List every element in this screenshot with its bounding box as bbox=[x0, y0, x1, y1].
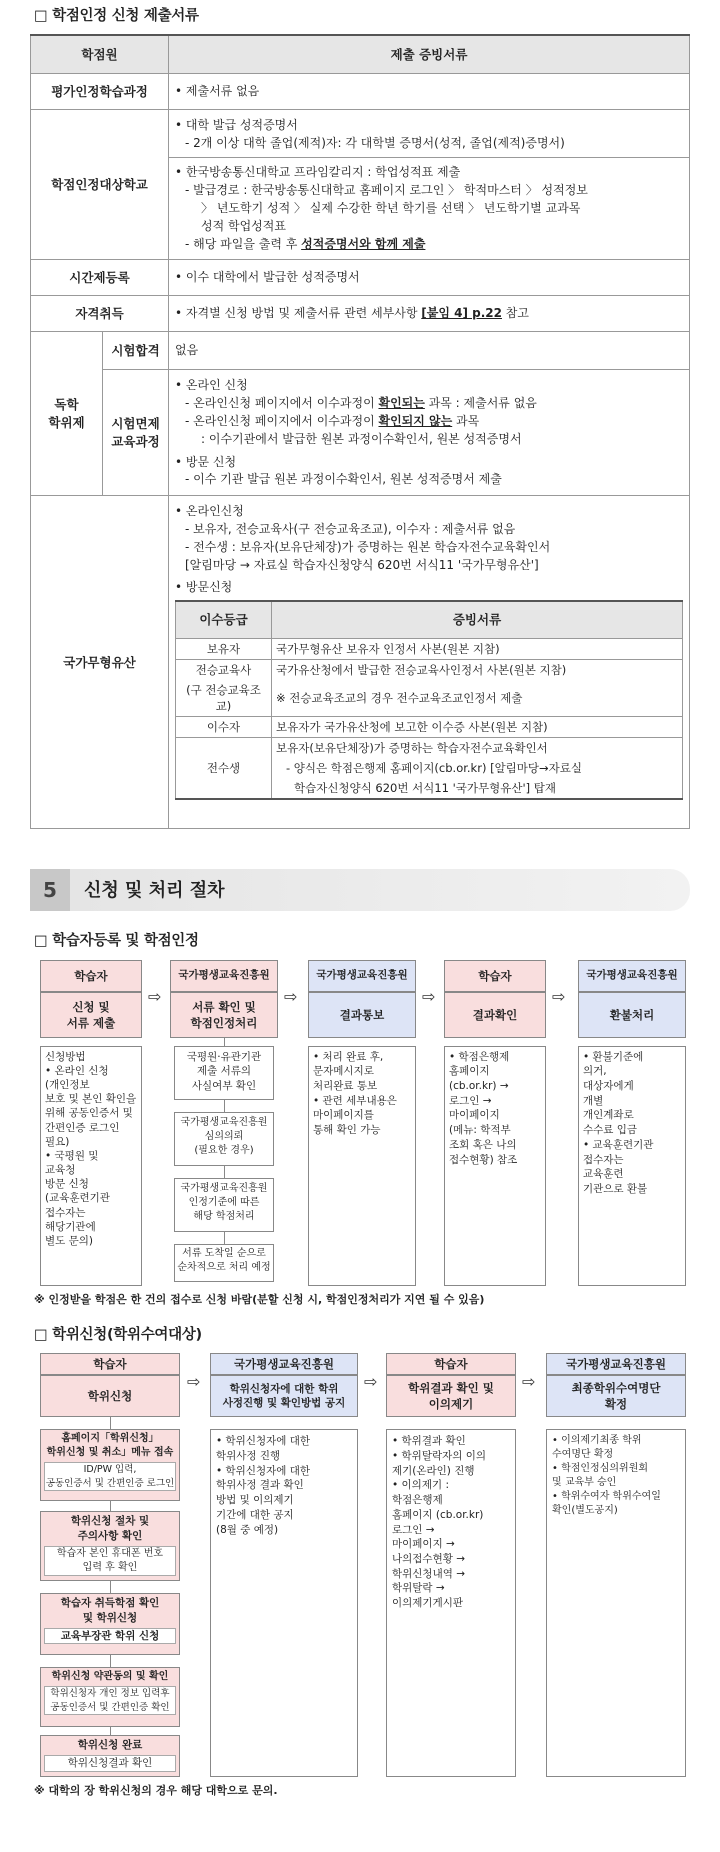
flow-content: • 처리 완료 후, 문자메시지로 처리완료 통보 • 관련 세부내용은 마이페이지를 통해 확인 가능 bbox=[308, 1046, 416, 1286]
arrow-right-icon: ⇨ bbox=[148, 986, 162, 1006]
heritage-table bbox=[175, 600, 683, 800]
row-content: 없음 bbox=[169, 332, 690, 370]
flow-degree bbox=[30, 1353, 690, 1783]
flow-step: 국평원·유관기관 제출 서류의 사실여부 확인 bbox=[174, 1046, 274, 1100]
flow-head: 국가평생교육진흥원 bbox=[308, 960, 416, 992]
text-line: - 이수 기관 발급 원본 과정이수확인서, 원본 성적증명서 제출 bbox=[185, 472, 502, 487]
inner-header: 이수등급 bbox=[176, 601, 272, 638]
text-line: • 대학 발급 성적증명서 bbox=[175, 117, 298, 132]
doc-cell: 국가유산청에서 발급한 전승교육사인정서 사본(원본 지참) bbox=[272, 659, 683, 680]
row-content: • 제출서류 없음 bbox=[169, 73, 690, 109]
flow-head-sub: 학위결과 확인 및 이의제기 bbox=[386, 1375, 516, 1417]
row-label: 국가무형유산 bbox=[31, 496, 169, 829]
text-line: - 발급경로 : 한국방송통신대학교 홈페이지 로그인 〉 학적마스터 〉 성적정보 bbox=[185, 183, 588, 198]
doc-cell: - 양식은 학점은행제 홈페이지(cb.or.kr) [알림마당→자료실 bbox=[272, 758, 683, 778]
degree-step-2: 학위신청 절차 및 주의사항 확인 학습자 본인 휴대폰 번호 입력 후 확인 bbox=[40, 1511, 180, 1581]
flow-registration bbox=[30, 960, 690, 1290]
text-line: - 해당 파일을 출력 후 bbox=[185, 236, 302, 251]
grade-cell: (구 전승교육조교) bbox=[176, 680, 272, 717]
arrow-right-icon: ⇨ bbox=[364, 1372, 378, 1392]
degree-step-4: 학위신청 약관동의 및 확인 학위신청자 개인 정보 입력후 공동인증서 및 간편인증 확인 bbox=[40, 1667, 180, 1727]
doc-cell: ※ 전승교육조교의 경우 전수교육조교인정서 제출 bbox=[272, 680, 683, 717]
doc-cell: 보유자가 국가유산청에 보고한 이수증 사본(원본 지참) bbox=[272, 717, 683, 738]
row-label: 시간제등록 bbox=[31, 260, 169, 296]
grade-cell: 전승교육사 bbox=[176, 659, 272, 680]
step-title: 신청 및 처리 절차 bbox=[84, 879, 225, 901]
flow-head: 국가평생교육진흥원 bbox=[170, 960, 278, 992]
row-content: • 이수 대학에서 발급한 성적증명서 bbox=[169, 260, 690, 296]
flow-step: 국가평생교육진흥원 심의의뢰 (필요한 경우) bbox=[174, 1112, 274, 1166]
text-line: • 방문 신청 bbox=[175, 454, 237, 469]
section-title-documents: □ 학점인정 신청 제출서류 bbox=[34, 8, 199, 24]
sub-label: 시험합격 bbox=[103, 332, 169, 370]
degree-step-5: 학위신청 완료 학위신청결과 확인 bbox=[40, 1735, 180, 1777]
emphasis-text: 확인되지 않는 bbox=[378, 413, 453, 428]
flow-head-sub: 환불처리 bbox=[578, 992, 686, 1038]
text-line: [알림마당 → 자료실 학습자신청양식 620번 서식11 '국가무형유산'] bbox=[185, 557, 539, 572]
flow-head-sub: 최종학위수여명단 확정 bbox=[546, 1375, 686, 1417]
flow2-note: ※ 대학의 장 학위신청의 경우 해당 대학으로 문의. bbox=[34, 1784, 278, 1798]
arrow-right-icon: ⇨ bbox=[187, 1372, 201, 1392]
flow-head: 학습자 bbox=[40, 960, 142, 992]
grade-cell: 보유자 bbox=[176, 638, 272, 659]
flow-step: 서류 도착일 순으로 순차적으로 처리 예정 bbox=[174, 1244, 274, 1282]
arrow-right-icon: ⇨ bbox=[422, 986, 436, 1006]
grade-cell: 전수생 bbox=[176, 738, 272, 800]
arrow-right-icon: ⇨ bbox=[284, 986, 298, 1006]
doc-cell: 국가무형유산 보유자 인정서 사본(원본 지참) bbox=[272, 638, 683, 659]
flow-content: • 환불기준에 의거, 대상자에게 개별 개인계좌로 수수료 입금 • 교육훈련기관 접수자는 교육훈련 기관으로 환불 bbox=[578, 1046, 686, 1286]
grade-cell: 이수자 bbox=[176, 717, 272, 738]
flow-head-sub: 결과통보 bbox=[308, 992, 416, 1038]
doc-cell: 보유자(보유단체장)가 증명하는 학습자전수교육확인서 bbox=[272, 738, 683, 759]
col-header-docs: 제출 증빙서류 bbox=[169, 35, 690, 73]
doc-cell: 학습자신청양식 620번 서식11 '국가무형유산'] 탑재 bbox=[272, 778, 683, 799]
emphasis-text: 확인되는 bbox=[378, 396, 425, 411]
flow-head: 학습자 bbox=[444, 960, 546, 992]
section-title-flow1: □ 학습자등록 및 학점인정 bbox=[34, 933, 199, 950]
row-label-dokhak: 독학 학위제 bbox=[31, 332, 103, 496]
flow1-note: ※ 인정받을 학점은 한 건의 접수로 신청 바람(분할 신청 시, 학점인정처리가 지연 될 수 있음) bbox=[34, 1292, 485, 1306]
row-label: 학점인정대상학교 bbox=[31, 109, 169, 260]
flow-head-sub: 서류 확인 및 학점인정처리 bbox=[170, 992, 278, 1038]
text-line: 참고 bbox=[501, 306, 529, 321]
flow-head-sub: 학위신청자에 대한 학위 사정진행 및 확인방법 공지 bbox=[210, 1375, 358, 1417]
text-line: - 보유자, 전승교육사(구 전승교육조교), 이수자 : 제출서류 없음 bbox=[185, 521, 516, 536]
sub-label-exempt: 시험면제 교육과정 bbox=[103, 370, 169, 496]
row-label: 평가인정학습과정 bbox=[31, 73, 169, 109]
flow-content: • 학위신청자에 대한 학위사정 진행 • 학위신청자에 대한 학위사정 결과 확인 방법 및 이의제기 기간에 대한 공지 (8월 중 예정) bbox=[210, 1429, 358, 1777]
flow-head-sub: 신청 및 서류 제출 bbox=[40, 992, 142, 1038]
text-line: 〉 년도학기 성적 〉 실제 수강한 학년 학기를 선택 〉 년도학기별 교과목 bbox=[201, 200, 581, 215]
appendix-link: [붙임 4] p.22 bbox=[421, 306, 502, 321]
step-number: 5 bbox=[30, 869, 70, 911]
emphasis-text: 성적증명서와 함께 제출 bbox=[301, 236, 426, 251]
flow-head: 국가평생교육진흥원 bbox=[546, 1353, 686, 1375]
text-line: • 한국방송통신대학교 프라임칼리지 : 학업성적표 제출 bbox=[175, 165, 461, 180]
inner-header: 증빙서류 bbox=[272, 601, 683, 638]
step-5-header bbox=[30, 869, 690, 911]
documents-table: 학점원 제출 증빙서류 평가인정학습과정 • 제출서류 없음 학점인정대상학교 • 대학 발급 성적증명서 - 2개 이상 대학 졸업(제적)자: 각 대학별 증명서(성적, 졸업(제적)증명서) • 한국방송통신대학교 프라임칼리지 : 학업성적표 제출 - 발급경로 : 한국방송통신대학교 홈페이지 로그인 〉 학적마스터 〉 성적정보 〉 년도학기 성적 〉 실제 수강한 학년 학기를 선택 〉 년도학기별 교과목 성적 학업성적표 - 해당 파일을 출력 후 성적증명서와 함께 제출 시간제등록 • 이수 대학에서 발급한 성적증명서 자격취득 • 자격별 신청 방법 및 제출서류 관련 세부사항 [붙임 4] p.22 참고 독학 학위제 시험합격 없음 시험면제 교육과정 • 온라인 신청 - 온라인신청 페이지에서 이수과정이 확인되는 과목 : 제출서류 없음 - 온라인신청 페이지에서 이수과정이 확인되지 않는 과목 : 이수기관에서 발급한 원본 과정이수확인서, 원본 성적증명서 • 방문 신청 - 이수 기관 발급 원본 과정이수확인서, 원본 성적증명서 제출 국가무형유산 • 온라인신청 - 보유자, 전승교육사(구 전승교육조교), 이수자 : 제출서류 없음 - 전수생 : 보유자(보유단체장)가 증명하는 원본 학습자전수교육확인서 [알림마당 → 자료실 학습자신청양식 620번 서식11 '국가무형유산'] • 방문신청 이수등급 증빙서류 보유자 국가무형유산 보유자 인정서 사본(원본 지참) 전승교육사 국가유산청에서 발급한 전승교육사인정서 사본(원본 지참) (구 전승교육조교) ※ 전승교육조교의 경우 전수교육조교인정서 제출 이수자 보유자가 국가유산청에 보고한 이수증 사본(원본 지참) 전수생 보유자(보유단체장)가 증명하는 학습자전수교육확인서 - 양식은 학점은행제 홈페이지(cb.or.kr) [알림마당→자료실 학습자신청양식 620번 서식11 '국가무형유산'] 탑재 bbox=[30, 34, 690, 829]
flow-head-sub: 결과확인 bbox=[444, 992, 546, 1038]
flow-head: 국가평생교육진흥원 bbox=[578, 960, 686, 992]
row-label: 자격취득 bbox=[31, 296, 169, 332]
flow-head: 국가평생교육진흥원 bbox=[210, 1353, 358, 1375]
flow-step: 국가평생교육진흥원 인정기준에 따른 해당 학점처리 bbox=[174, 1178, 274, 1232]
text-line: • 온라인신청 bbox=[175, 504, 244, 519]
flow-content: 신청방법 • 온라인 신청 (개인정보 보호 및 본인 확인을 위해 공동인증서 및 간편인증 로그인 필요) • 국평원 및 교육청 방문 신청 (교육훈련기관 접수자는 해당기관에 별도 문의) bbox=[40, 1046, 142, 1286]
text-line: : 이수기관에서 발급한 원본 과정이수확인서, 원본 성적증명서 bbox=[201, 431, 522, 446]
degree-step-3: 학습자 취득학점 확인 및 학위신청 교육부장관 학위 신청 bbox=[40, 1593, 180, 1655]
text-line: - 2개 이상 대학 졸업(제적)자: 각 대학별 증명서(성적, 졸업(제적)증명서) bbox=[185, 135, 565, 150]
text-line: - 전수생 : 보유자(보유단체장)가 증명하는 원본 학습자전수교육확인서 bbox=[185, 539, 551, 554]
text-line: • 온라인 신청 bbox=[175, 378, 248, 393]
flow-content: • 이의제기최종 학위 수여명단 확정 • 학점인정심의위원회 및 교육부 승인 • 학위수여자 학위수여일 확인(별도공지) bbox=[546, 1429, 686, 1777]
flow-head-sub: 학위신청 bbox=[40, 1375, 180, 1417]
degree-step-1: 홈페이지「학위신청」 학위신청 및 취소」메뉴 접속 ID/PW 입력, 공동인증서 및 간편인증 로그인 bbox=[40, 1429, 180, 1501]
arrow-right-icon: ⇨ bbox=[552, 986, 566, 1006]
flow-head: 학습자 bbox=[40, 1353, 180, 1375]
text-line: 성적 학업성적표 bbox=[201, 218, 286, 233]
arrow-right-icon: ⇨ bbox=[522, 1372, 536, 1392]
text-line: • 자격별 신청 방법 및 제출서류 관련 세부사항 bbox=[175, 306, 422, 321]
flow-content: • 학위결과 확인 • 학위탈락자의 이의 제기(온라인) 진행 • 이의제기 : 학점은행제 홈페이지 (cb.or.kr) 로그인 → 마이페이지 → 나의접수현황 → 학위신청내역 → 학위탈락 → 이의제기게시판 bbox=[386, 1429, 516, 1777]
col-header-source: 학점원 bbox=[31, 35, 169, 73]
flow-head: 학습자 bbox=[386, 1353, 516, 1375]
section-title-flow2: □ 학위신청(학위수여대상) bbox=[34, 1327, 202, 1344]
flow-content: • 학점은행제 홈페이지 (cb.or.kr) → 로그인 → 마이페이지 (메뉴: 학적부 조회 혹은 나의 접수현황) 참조 bbox=[444, 1046, 546, 1286]
text-line: • 방문신청 bbox=[175, 580, 233, 595]
